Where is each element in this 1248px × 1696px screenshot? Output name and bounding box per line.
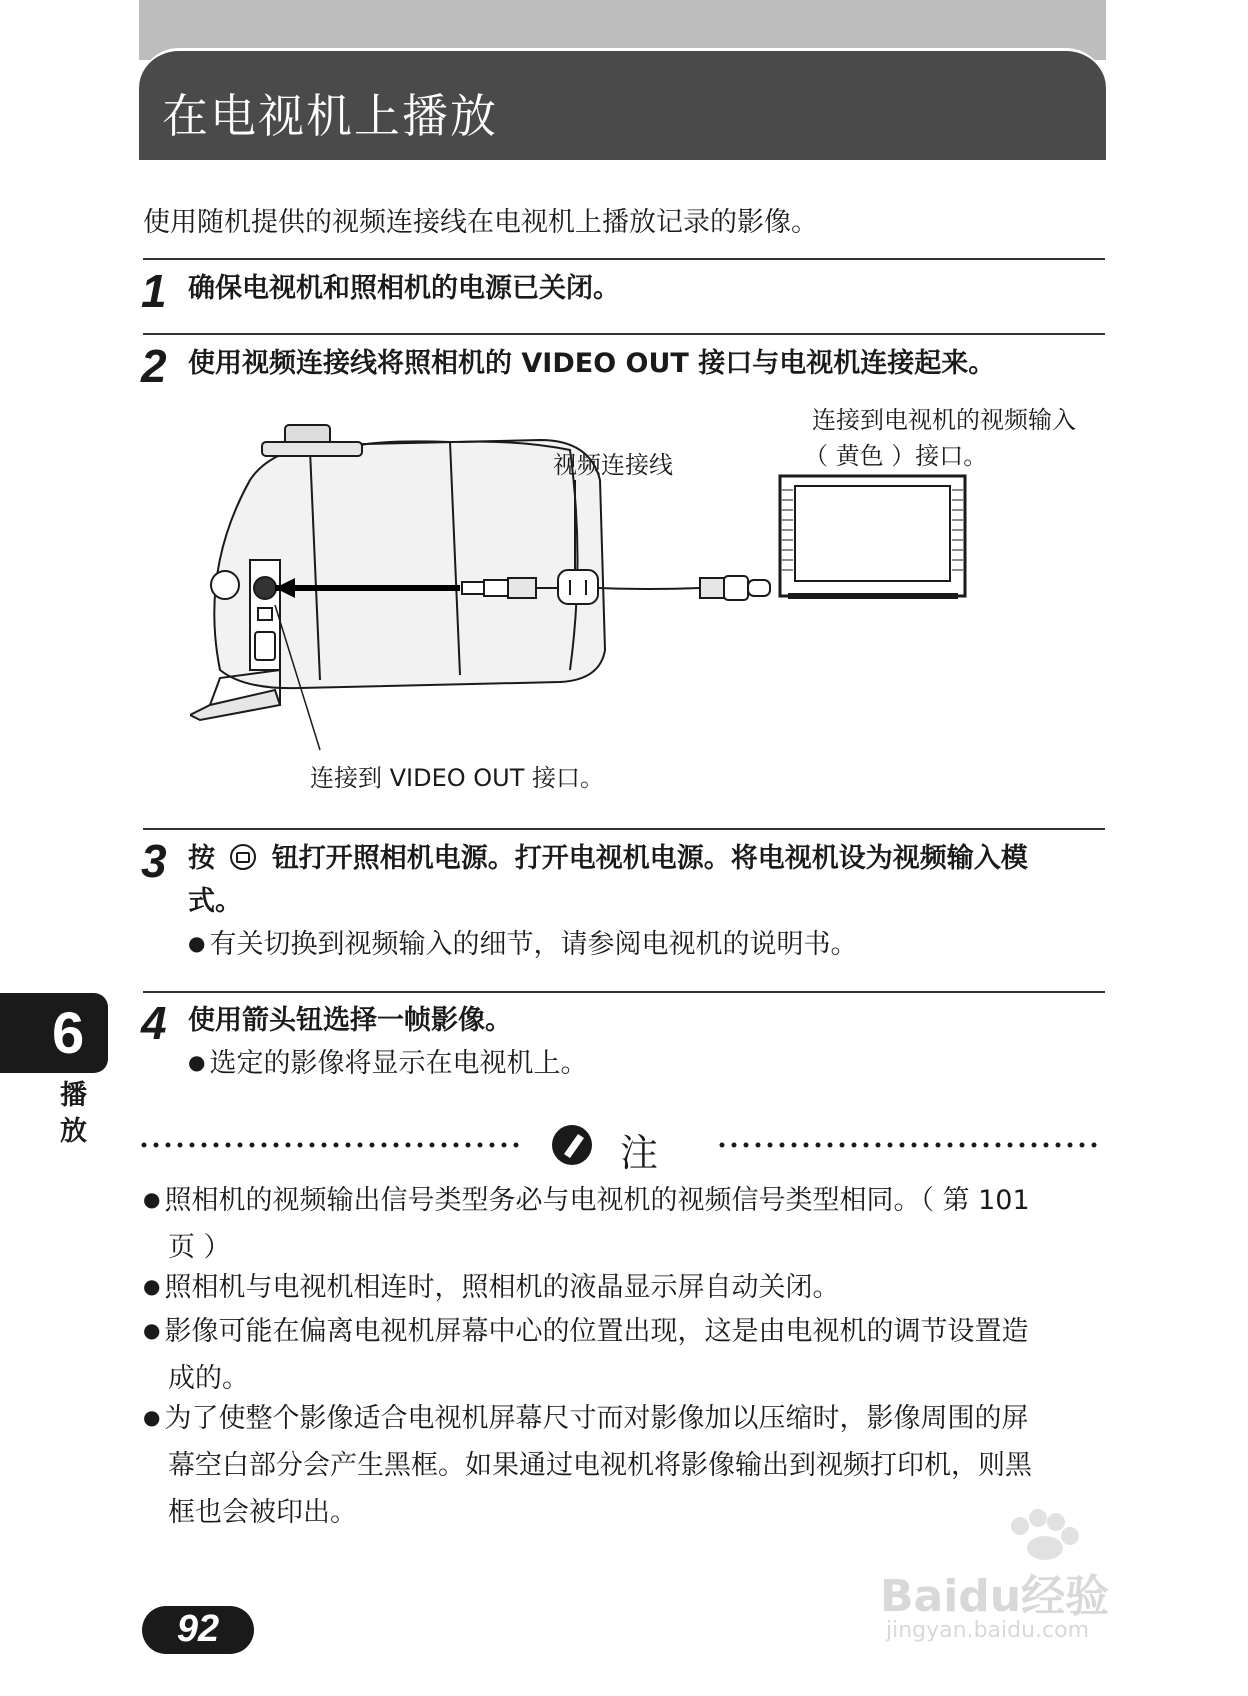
- step-text: 使用箭头钮选择一帧影像。: [188, 1005, 512, 1036]
- chapter-label: 播放: [60, 1080, 87, 1147]
- divider: [143, 333, 1105, 335]
- page-number: 92: [176, 1608, 220, 1650]
- note-line: ● 照相机与电视机相连时，照相机的液晶显示屏自动关闭。: [143, 1265, 839, 1304]
- display-button-icon: [230, 844, 256, 870]
- divider: [143, 258, 1105, 260]
- tv-input-label: 连接到电视机的视频输入: [812, 406, 1076, 434]
- note-heading: [140, 1122, 1108, 1175]
- step-note: ● 有关切换到视频输入的细节，请参阅电视机的说明书。: [188, 922, 857, 961]
- note-line: 页 ）: [168, 1232, 231, 1263]
- divider: [143, 991, 1105, 993]
- step-number: 3: [141, 835, 167, 887]
- note-item: [143, 1309, 1028, 1395]
- step-text: 使用视频连接线将照相机的 VIDEO OUT 接口与电视机连接起来。: [188, 348, 996, 379]
- chapter-number: 6: [52, 1001, 85, 1066]
- step-number: 4: [141, 997, 167, 1049]
- cable-label: 视频连接线: [553, 451, 673, 479]
- step-note: ● 选定的影像将显示在电视机上。: [188, 1041, 587, 1080]
- note-line: ● 照相机的视频输出信号类型务必与电视机的视频信号类型相同。（ 第 101: [143, 1178, 1030, 1217]
- step-text: 确保电视机和照相机的电源已关闭。: [188, 273, 620, 304]
- note-item: [143, 1265, 839, 1304]
- baidu-watermark: [880, 1500, 1180, 1650]
- tv-input-label-line2: （ 黄色 ）接口。: [804, 442, 988, 470]
- note-title: 注: [620, 1131, 659, 1175]
- port-label: 连接到 VIDEO OUT 接口。: [310, 764, 605, 792]
- note-item: [143, 1178, 1030, 1264]
- step-text: [188, 836, 1028, 875]
- watermark-url: jingyan.baidu.com: [886, 1618, 1090, 1643]
- step-number: 1: [141, 265, 167, 317]
- watermark-brand: Baidu经验: [880, 1571, 1110, 1622]
- step-text-part: 按: [188, 843, 215, 874]
- note-line: 幕空白部分会产生黑框。如果通过电视机将影像输出到视频打印机，则黑: [168, 1450, 1032, 1481]
- note-line: ● 为了使整个影像适合电视机屏幕尺寸而对影像加以压缩时，影像周围的屏: [143, 1396, 1032, 1435]
- intro-text: 使用随机提供的视频连接线在电视机上播放记录的影像。: [143, 207, 818, 238]
- step-number: 2: [141, 340, 167, 392]
- step-text-part: 钮打开照相机电源。打开电视机电源。将电视机设为视频输入模: [271, 843, 1028, 874]
- divider: [143, 828, 1105, 830]
- step-text-cont: 式。: [188, 886, 242, 917]
- page-title: 在电视机上播放: [162, 89, 498, 143]
- connection-diagram: [190, 406, 1120, 800]
- note-line: ● 影像可能在偏离电视机屏幕中心的位置出现，这是由电视机的调节设置造: [143, 1309, 1028, 1348]
- note-line: 成的。: [168, 1363, 249, 1394]
- note-line: 框也会被印出。: [168, 1497, 357, 1528]
